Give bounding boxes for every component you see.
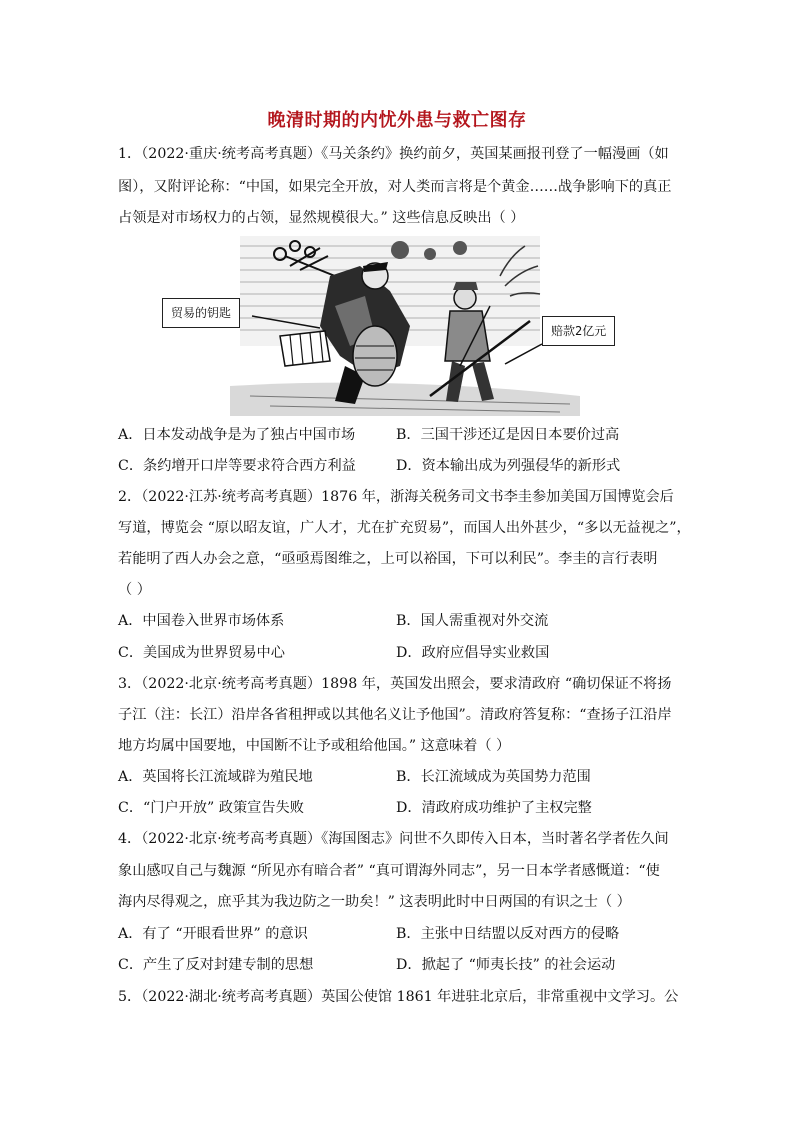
q3-option-b: B．长江流域成为英国势力范围	[396, 769, 591, 785]
q1-option-d: D．资本输出成为列强侵华的新形式	[396, 458, 621, 474]
q2-option-b: B．国人需重视对外交流	[396, 613, 549, 629]
q1-line-2: 图），又附评论称：“中国，如果完全开放，对人类而言将是个黄金……战争影响下的真正	[118, 179, 672, 195]
cartoon-label-indemnity: 赔款2亿元	[542, 316, 615, 346]
q3-line-2: 子江（注：长江）沿岸各省租押或以其他名义让予他国”。清政府答复称：“查扬子江沿岸	[118, 707, 672, 723]
q4-option-b: B．主张中日结盟以反对西方的侵略	[396, 926, 620, 942]
q2-option-c: C．美国成为世界贸易中心	[118, 645, 285, 661]
q2-line-2: 写道，博览会 “原以昭友谊，广人才，尤在扩充贸易”，而国人出外甚少，“多以无益视之”，	[118, 520, 691, 536]
q5-line-1: 5．（2022·湖北·统考高考真题）英国公使馆 1861 年进驻北京后，非常重视中文学习。公	[118, 989, 679, 1005]
cartoon-label-keys: 贸易的钥匙	[162, 298, 240, 328]
q3-line-1: 3．（2022·北京·统考高考真题）1898 年，英国发出照会，要求清政府 “确切保证不将扬	[118, 676, 672, 692]
q1-option-c: C．条约增开口岸等要求符合西方利益	[118, 458, 356, 474]
page-title: 晚清时期的内忧外患与救亡图存	[267, 110, 527, 131]
q3-option-c: C．“门户开放” 政策宣告失败	[118, 800, 304, 816]
q1-line-1: 1．（2022·重庆·统考高考真题）《马关条约》换约前夕，英国某画报刊登了一幅漫画（如	[118, 146, 669, 162]
q1-option-a: A．日本发动战争是为了独占中国市场	[118, 427, 356, 443]
q4-option-a: A．有了 “开眼看世界” 的意识	[118, 926, 308, 942]
q2-line-3: 若能明了西人办会之意，“亟亟焉图维之，上可以裕国，下可以利民”。李圭的言行表明	[118, 551, 658, 567]
q3-option-d: D．清政府成功维护了主权完整	[396, 800, 592, 816]
q4-line-1: 4．（2022·北京·统考高考真题）《海国图志》问世不久即传入日本，当时著名学者佐久间	[118, 831, 669, 847]
q2-line-1: 2．（2022·江苏·统考高考真题）1876 年，浙海关税务司文书李圭参加美国万国博览会后	[118, 489, 674, 505]
q4-option-c: C．产生了反对封建专制的思想	[118, 957, 314, 973]
q1-option-b: B．三国干涉还辽是因日本要价过高	[396, 427, 620, 443]
q2-option-a: A．中国卷入世界市场体系	[118, 613, 285, 629]
q1-line-3: 占领是对市场权力的占领，显然规模很大。” 这些信息反映出（ ）	[118, 210, 525, 226]
q3-option-a: A．英国将长江流域辟为殖民地	[118, 769, 313, 785]
q4-line-3: 海内尽得观之，庶乎其为我边防之一助矣！” 这表明此时中日两国的有识之士（ ）	[118, 894, 631, 910]
q2-line-4: （ ）	[118, 582, 151, 598]
q3-line-3: 地方均属中国要地，中国断不让予或租给他国。” 这意味着（ ）	[118, 738, 511, 754]
q2-option-d: D．政府应倡导实业救国	[396, 645, 550, 661]
q4-option-d: D．掀起了 “师夷长技” 的社会运动	[396, 957, 616, 973]
q4-line-2: 象山感叹自己与魏源 “所见亦有暗合者” “真可谓海外同志”，另一日本学者感慨道：“使	[118, 863, 660, 879]
